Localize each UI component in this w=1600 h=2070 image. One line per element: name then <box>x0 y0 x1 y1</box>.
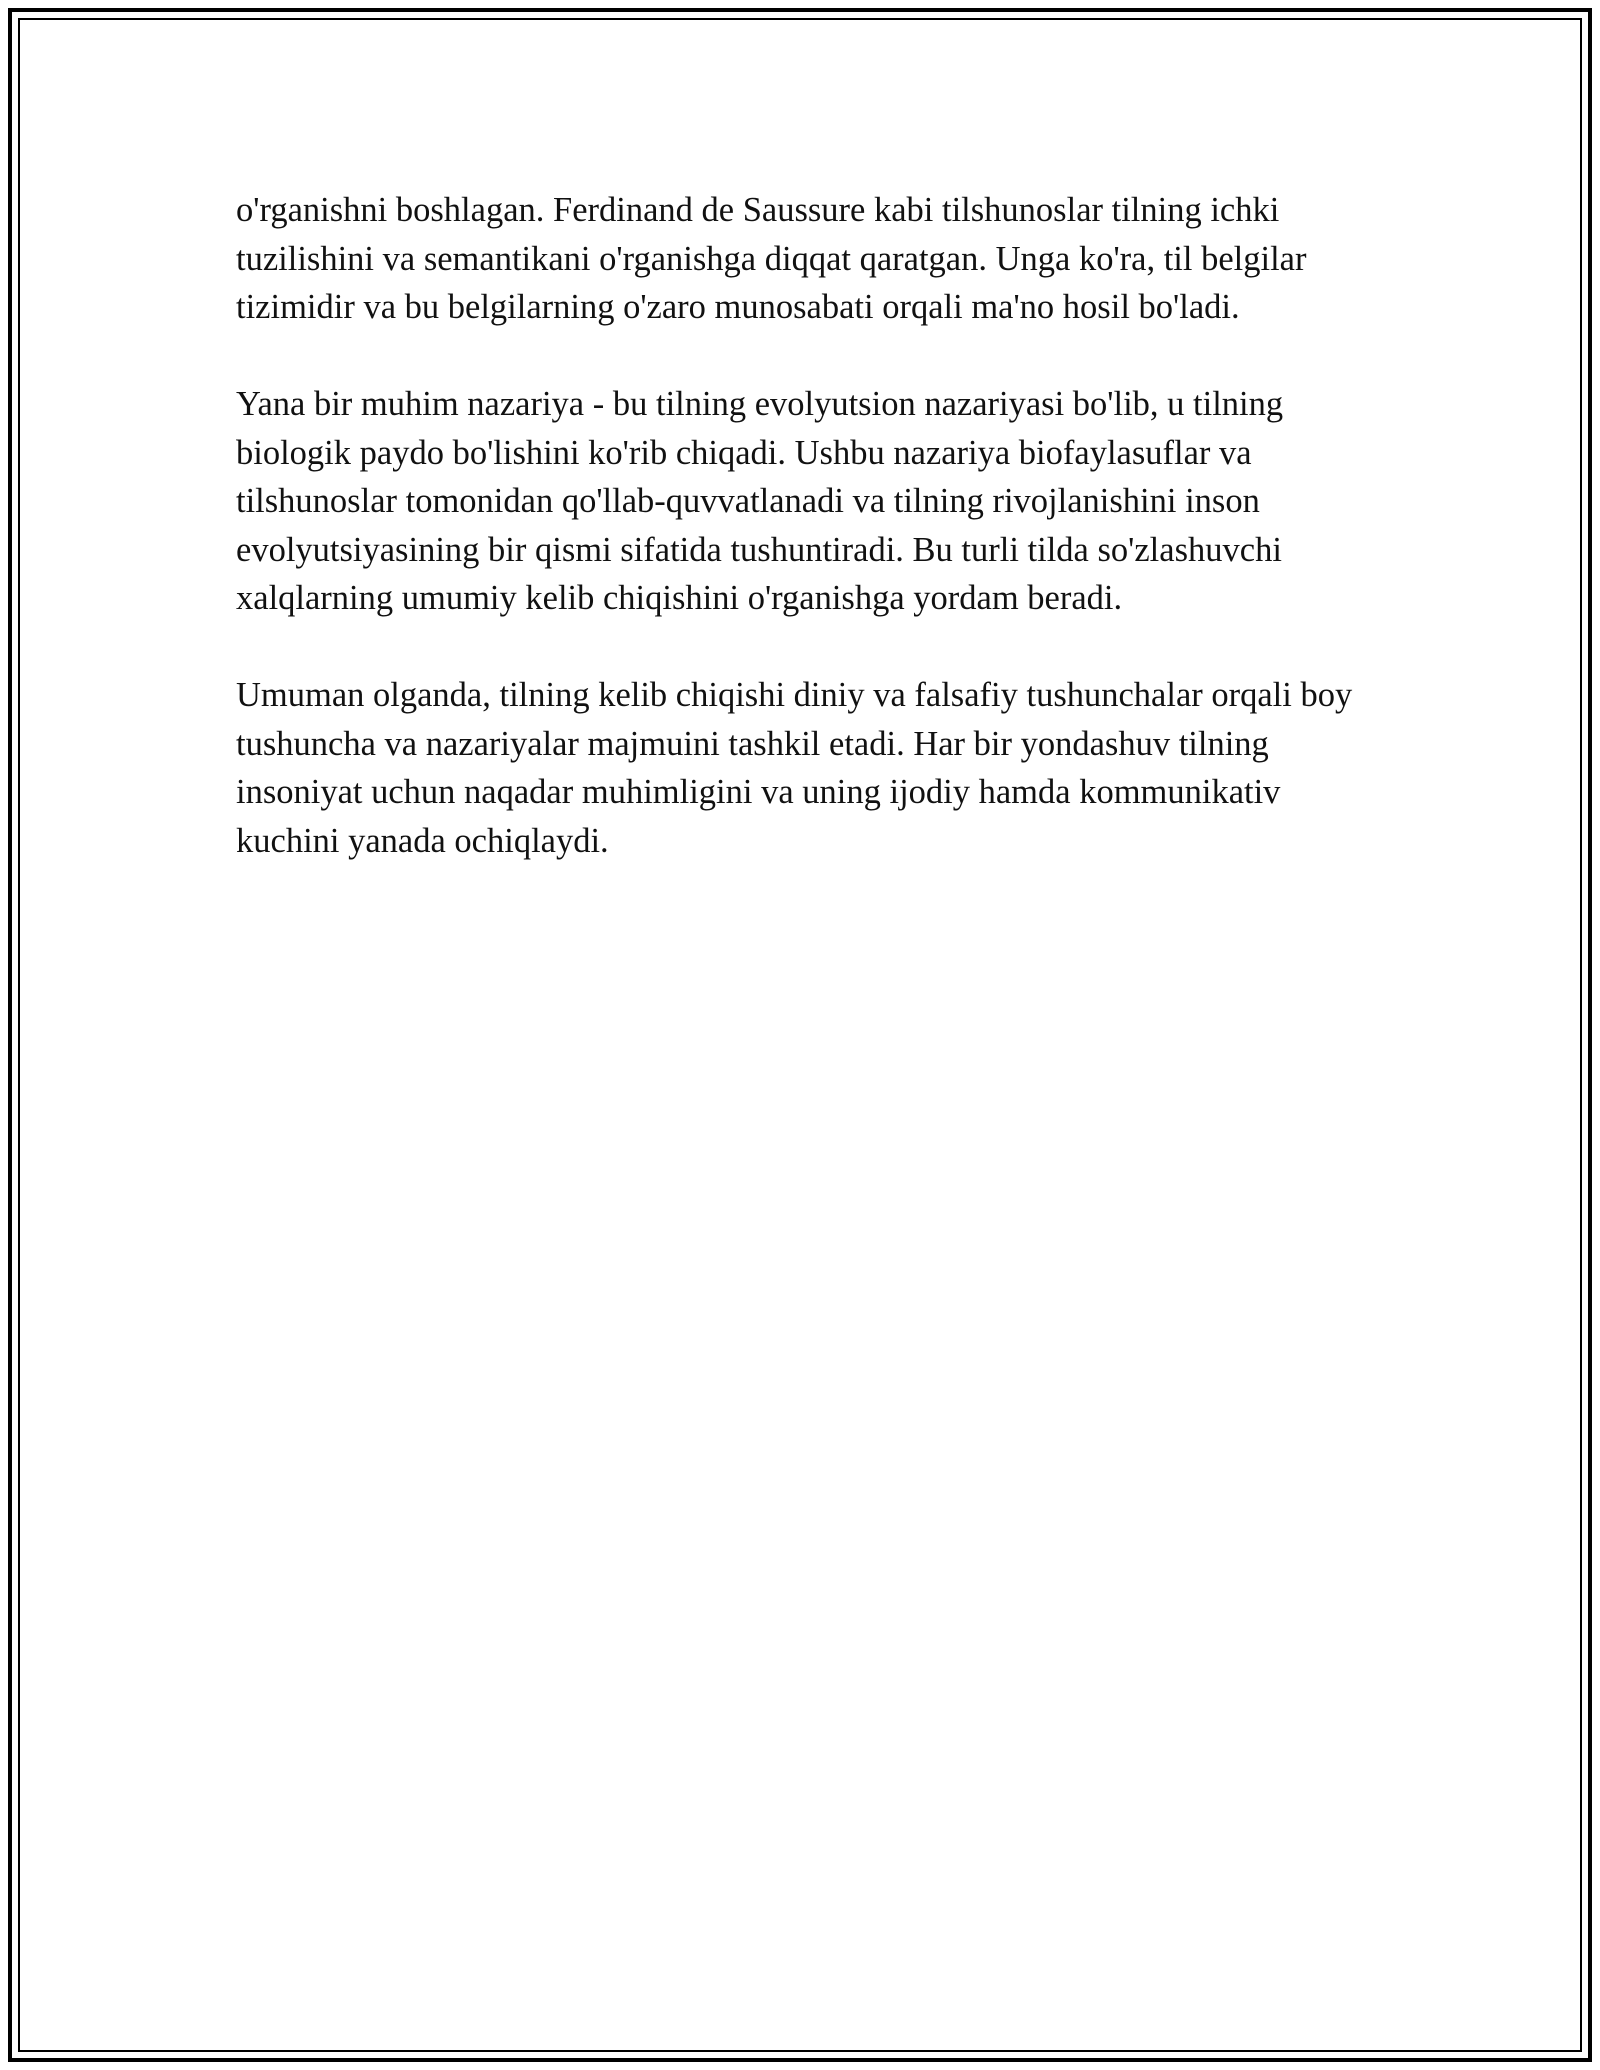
paragraph-1: o'rganishni boshlagan. Ferdinand de Saussure kabi tilshunoslar tilning ichki tuzilishini va semantikani o'rganishga diqqat qaratgan. Unga ko'ra, til belgilar tizimidir va bu belgilarning o'zaro munosabati orqali ma'no hosil bo'ladi. <box>236 191 1307 326</box>
paragraph-3: Umuman olganda, tilning kelib chiqishi diniy va falsafiy tushunchalar orqali boy tushuncha va nazariyalar majmuini tashkil etadi. Har bir yondashuv tilning insoniyat uchun naqadar muhimligini va uning ijodiy hamda kommunikativ kuchini yanada ochiqlaydi. <box>236 676 1353 860</box>
document-body <box>236 186 1366 914</box>
paragraph-2: Yana bir muhim nazariya - bu tilning evolyutsion nazariyasi bo'lib, u tilning biologik paydo bo'lishini ko'rib chiqadi. Ushbu nazariya biofaylasuflar va tilshunoslar tomonidan qo'llab-quvvatlanadi va tilning rivojlanishini inson evolyutsiyasining bir qismi sifatida tushuntiradi. Bu turli tilda so'zlashuvchi xalqlarning umumiy kelib chiqishini o'rganishga yordam beradi. <box>236 385 1284 617</box>
